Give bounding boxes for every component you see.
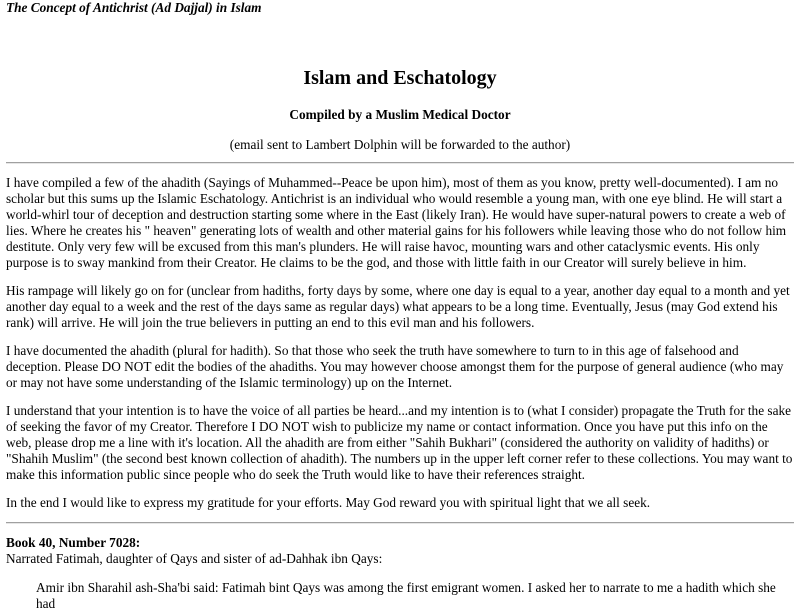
hadith-narrator: Narrated Fatimah, daughter of Qays and sister of ad-Dahhak ibn Qays: [6,551,383,566]
page-title: Islam and Eschatology [303,67,497,89]
divider [6,162,794,164]
page-subtitle: Compiled by a Muslim Medical Doctor [289,107,511,122]
hadith-text: Amir ibn Sharahil ash-Sha'bi said: Fatimah bint Qays was among the first emigrant women. I asked her to narrate to me a hadith which she had [36,580,776,611]
intro-paragraph: I understand that your intention is to have the voice of all parties be heard...and my intention is to (what I consider) propagate the Truth for the sake of seeking the favor of my Creator. Therefore I DO NOT wish to publicize my name or contact information. Once you have put this info on the web, please drop me a line with it's location. All the ahadith are from either "Sahih Bukhari" (considered the authority on validity of hadiths) or "Shahih Muslim" (the second best known collection of ahadith). The numbers up in the upper left corner refer to these collections. You may want to make this information public since people who do seek the Truth would like to have their references straight. [6,403,793,482]
intro-paragraph: I have compiled a few of the ahadith (Sayings of Muhammed--Peace be upon him), most of them as you know, pretty well-documented). I am no scholar but this sums up the Islamic Eschatology. Antichrist is an individual who would resemble a young man, with one eye blind. He will start a world-whirl tour of deception and destruction starting some where in the East (likely Iran). He would have super-natural powers to create a web of lies. Where he creates his " heaven" generating lots of wealth and other material gains for his followers while leaving those who do not follow him destitute. Only very few will be excused from this man's plunders. He will raise havoc, mounting wars and other cataclysmic events. His only purpose is to sway mankind from their Creator. He claims to be the god, and those with little faith in our Creator will surely believe in him. [6,175,787,270]
intro-paragraph: His rampage will likely go on for (unclear from hadiths, forty days by some, where one day is equal to a year, another day equal to a month and yet another day equal to a week and the rest of the days same as regular days) what appears to be a long time. Eventually, Jesus (may God extend his rank) will arrive. He will join the true believers in putting an end to this evil man and his followers. [6,283,790,330]
divider [6,522,794,524]
hadith-reference: Book 40, Number 7028: [6,535,141,550]
hadith-entry [6,535,794,612]
intro-paragraph: In the end I would like to express my gratitude for your efforts. May God reward you with spiritual light that we all seek. [6,495,651,510]
document-header-title: The Concept of Antichrist (Ad Dajjal) in Islam [6,0,262,15]
intro-section [6,175,794,511]
intro-paragraph: I have documented the ahadith (plural for hadith). So that those who seek the truth have somewhere to turn to in this age of falsehood and deception. Please DO NOT edit the bodies of the ahadiths. You may however choose amongst them for the purpose of general audience (who may or may not have some understanding of the Islamic terminology) up on the Internet. [6,343,784,390]
email-note: (email sent to Lambert Dolphin will be forwarded to the author) [229,137,571,152]
